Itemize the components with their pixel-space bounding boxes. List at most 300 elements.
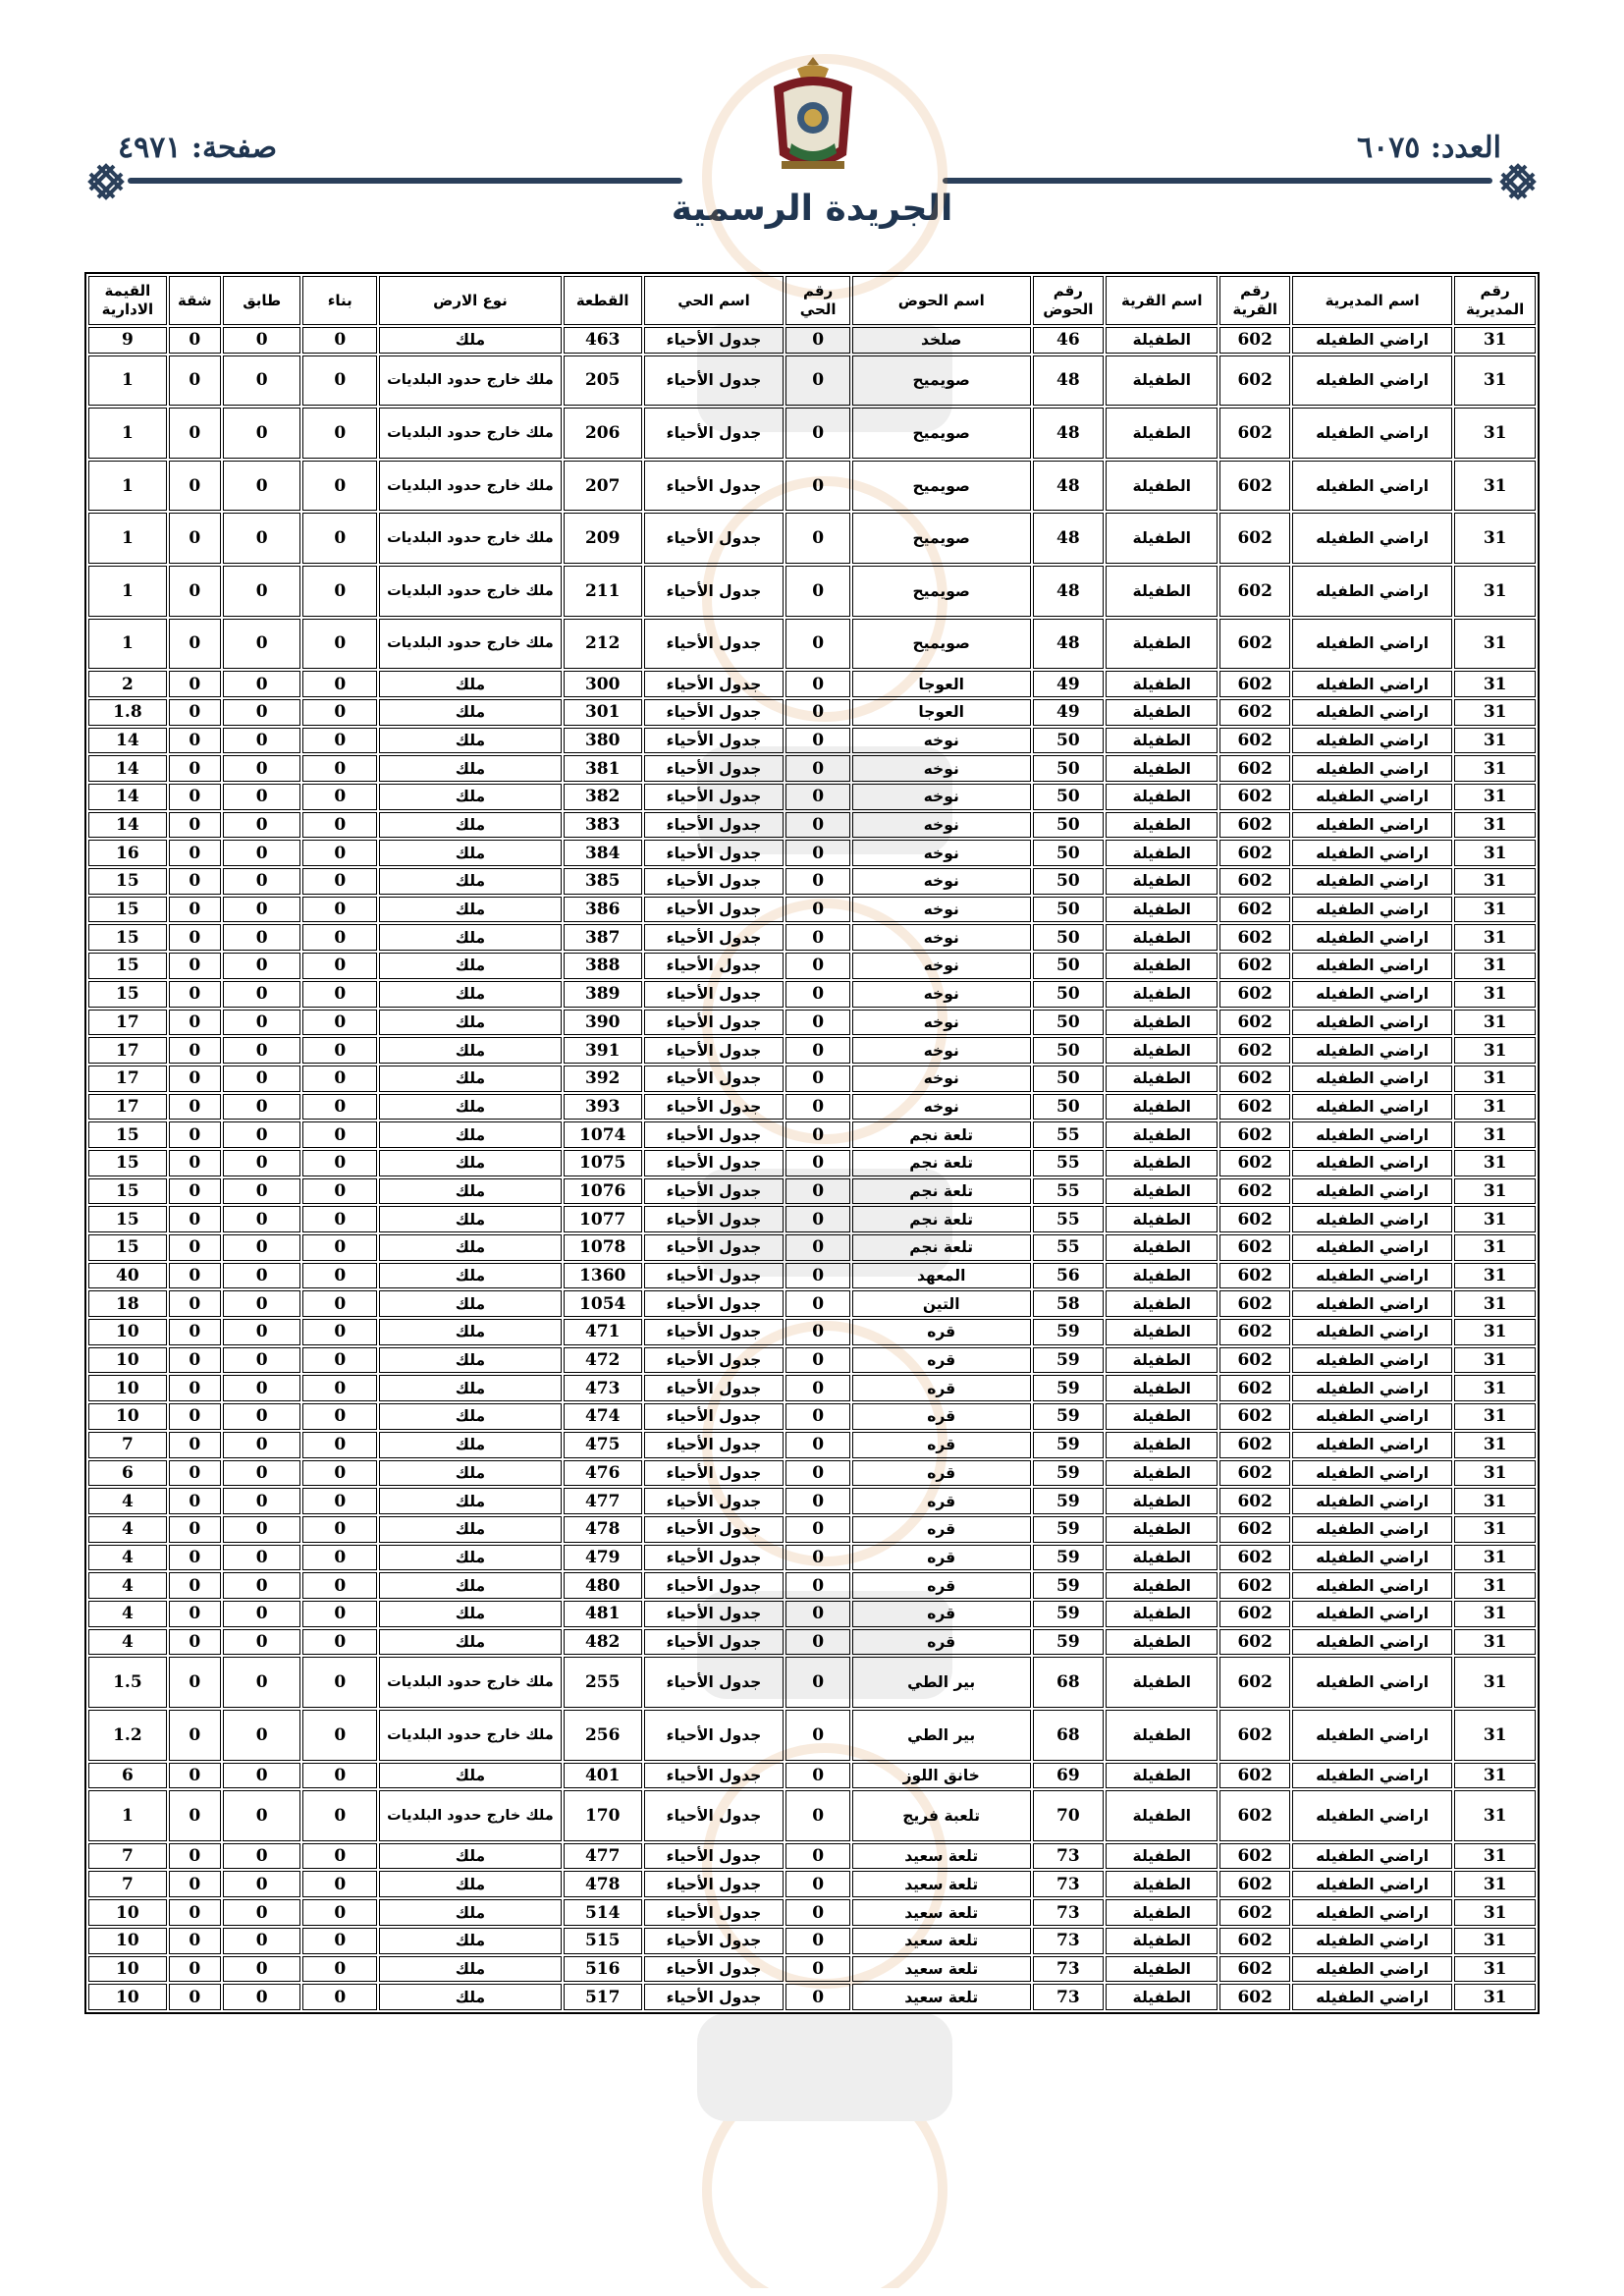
table-cell: اراضي الطفيله [1292, 1928, 1452, 1954]
table-cell: 31 [1454, 1657, 1536, 1708]
table-cell: 479 [564, 1545, 642, 1571]
table-row [88, 1899, 1536, 1926]
table-cell: 381 [564, 755, 642, 782]
table-cell: 0 [169, 461, 221, 512]
table-cell: 50 [1033, 868, 1105, 895]
table-row [88, 513, 1536, 564]
table-cell: الطفيلة [1106, 1010, 1218, 1036]
col-header: رقم الحوض [1033, 276, 1105, 325]
table-row [88, 408, 1536, 459]
table-cell: 10 [88, 1403, 167, 1430]
table-cell: 0 [169, 1629, 221, 1656]
table-cell: تلعة نجم [852, 1178, 1031, 1205]
table-cell: صويميح [852, 566, 1031, 617]
table-cell: 59 [1033, 1572, 1105, 1599]
table-cell: 602 [1219, 461, 1289, 512]
table-cell: 73 [1033, 1928, 1105, 1954]
table-row [88, 1066, 1536, 1092]
table-cell: 50 [1033, 924, 1105, 951]
table-cell: جدول الأحياء [644, 1763, 785, 1789]
table-cell: جدول الأحياء [644, 671, 785, 697]
table-cell: الطفيلة [1106, 728, 1218, 754]
table-cell: 0 [302, 897, 377, 923]
table-row [88, 1871, 1536, 1897]
table-cell: اراضي الطفيله [1292, 784, 1452, 810]
table-row [88, 699, 1536, 726]
table-cell: 602 [1219, 671, 1289, 697]
table-cell: جدول الأحياء [644, 1121, 785, 1148]
table-row [88, 1710, 1536, 1761]
table-cell: 0 [223, 1094, 301, 1121]
table-cell: 0 [785, 513, 849, 564]
table-cell: اراضي الطفيله [1292, 1403, 1452, 1430]
table-cell: 31 [1454, 953, 1536, 979]
table-cell: 0 [169, 1763, 221, 1789]
table-cell: 59 [1033, 1460, 1105, 1487]
table-cell: ملك [379, 327, 562, 354]
table-cell: اراضي الطفيله [1292, 1488, 1452, 1514]
table-cell: 0 [169, 1094, 221, 1121]
table-cell: الطفيلة [1106, 1790, 1218, 1841]
table-cell: اراضي الطفيله [1292, 1375, 1452, 1401]
table-cell: ملك [379, 755, 562, 782]
table-cell: ملك خارج حدود البلديات [379, 566, 562, 617]
table-cell: 0 [169, 1545, 221, 1571]
table-row [88, 1572, 1536, 1599]
table-cell: 0 [169, 924, 221, 951]
table-cell: 4 [88, 1545, 167, 1571]
table-cell: 1 [88, 513, 167, 564]
table-cell: الطفيلة [1106, 671, 1218, 697]
table-row [88, 1488, 1536, 1514]
table-cell: 0 [302, 1066, 377, 1092]
table-cell: جدول الأحياء [644, 1178, 785, 1205]
table-cell: 31 [1454, 1375, 1536, 1401]
table-cell: 0 [302, 755, 377, 782]
col-header: اسم الحوض [852, 276, 1031, 325]
table-cell: صويميح [852, 355, 1031, 407]
table-cell: 602 [1219, 1150, 1289, 1176]
table-cell: 0 [223, 513, 301, 564]
table-cell: اراضي الطفيله [1292, 868, 1452, 895]
table-cell: اراضي الطفيله [1292, 1516, 1452, 1543]
table-cell: 31 [1454, 355, 1536, 407]
table-cell: الطفيلة [1106, 1347, 1218, 1374]
table-cell: 59 [1033, 1347, 1105, 1374]
table-cell: 31 [1454, 1094, 1536, 1121]
table-cell: 10 [88, 1319, 167, 1345]
table-cell: الطفيلة [1106, 699, 1218, 726]
table-cell: 0 [785, 1956, 849, 1983]
table-cell: 50 [1033, 840, 1105, 866]
gazette-title: الجريدة الرسمية [671, 189, 953, 229]
table-cell: 401 [564, 1763, 642, 1789]
table-row [88, 1403, 1536, 1430]
table-cell: 602 [1219, 1763, 1289, 1789]
table-cell: 602 [1219, 327, 1289, 354]
table-cell: 0 [785, 1488, 849, 1514]
table-cell: 70 [1033, 1790, 1105, 1841]
table-cell: الطفيلة [1106, 1899, 1218, 1926]
table-cell: قره [852, 1545, 1031, 1571]
table-cell: اراضي الطفيله [1292, 1763, 1452, 1789]
table-cell: 31 [1454, 1263, 1536, 1289]
table-cell: 0 [785, 1871, 849, 1897]
table-cell: تلعة سعيد [852, 1956, 1031, 1983]
table-cell: 55 [1033, 1121, 1105, 1148]
table-cell: 0 [223, 1956, 301, 1983]
table-cell: 0 [169, 327, 221, 354]
table-cell: ملك [379, 699, 562, 726]
table-cell: 602 [1219, 1290, 1289, 1317]
table-cell: 0 [223, 981, 301, 1008]
table-cell: قره [852, 1432, 1031, 1458]
table-cell: اراضي الطفيله [1292, 1206, 1452, 1232]
table-cell: 170 [564, 1790, 642, 1841]
table-cell: الطفيلة [1106, 1178, 1218, 1205]
table-cell: 31 [1454, 1010, 1536, 1036]
table-cell: 0 [223, 924, 301, 951]
table-cell: 31 [1454, 1234, 1536, 1261]
table-cell: التين [852, 1290, 1031, 1317]
table-cell: 31 [1454, 408, 1536, 459]
table-cell: ملك [379, 1347, 562, 1374]
table-cell: 50 [1033, 1010, 1105, 1036]
table-cell: 59 [1033, 1629, 1105, 1656]
table-cell: 602 [1219, 1010, 1289, 1036]
table-cell: 31 [1454, 1460, 1536, 1487]
table-cell: الطفيلة [1106, 924, 1218, 951]
table-cell: اراضي الطفيله [1292, 728, 1452, 754]
table-cell: 205 [564, 355, 642, 407]
table-cell: جدول الأحياء [644, 1037, 785, 1064]
table-cell: 0 [223, 1572, 301, 1599]
table-cell: 4 [88, 1629, 167, 1656]
table-cell: 255 [564, 1657, 642, 1708]
table-cell: تلعة سعيد [852, 1928, 1031, 1954]
table-cell: 0 [169, 1150, 221, 1176]
table-cell: ملك [379, 1984, 562, 2010]
table-cell: 602 [1219, 1460, 1289, 1487]
table-cell: 0 [302, 1790, 377, 1841]
table-cell: 31 [1454, 868, 1536, 895]
table-cell: 7 [88, 1432, 167, 1458]
table-cell: جدول الأحياء [644, 1206, 785, 1232]
table-cell: 0 [302, 953, 377, 979]
table-cell: نوخه [852, 784, 1031, 810]
table-cell: 602 [1219, 1984, 1289, 2010]
table-cell: ملك [379, 1572, 562, 1599]
table-row [88, 1037, 1536, 1064]
table-cell: 31 [1454, 1843, 1536, 1870]
table-cell: 477 [564, 1488, 642, 1514]
table-cell: 59 [1033, 1403, 1105, 1430]
table-cell: 31 [1454, 1545, 1536, 1571]
table-cell: الطفيلة [1106, 1928, 1218, 1954]
table-cell: 31 [1454, 513, 1536, 564]
table-cell: 0 [785, 461, 849, 512]
table-cell: 602 [1219, 1572, 1289, 1599]
table-row [88, 1432, 1536, 1458]
table-cell: قره [852, 1347, 1031, 1374]
table-cell: المعهد [852, 1263, 1031, 1289]
table-cell: جدول الأحياء [644, 327, 785, 354]
table-cell: 0 [223, 1984, 301, 2010]
table-cell: 31 [1454, 1899, 1536, 1926]
table-cell: اراضي الطفيله [1292, 1010, 1452, 1036]
table-cell: 0 [785, 812, 849, 839]
table-cell: 0 [223, 1657, 301, 1708]
table-cell: جدول الأحياء [644, 1545, 785, 1571]
table-cell: ملك [379, 1956, 562, 1983]
table-cell: 602 [1219, 1066, 1289, 1092]
table-cell: 471 [564, 1319, 642, 1345]
table-cell: 602 [1219, 1516, 1289, 1543]
table-cell: 0 [169, 755, 221, 782]
table-cell: 0 [785, 1150, 849, 1176]
table-cell: 0 [302, 461, 377, 512]
table-cell: جدول الأحياء [644, 897, 785, 923]
table-cell: 393 [564, 1094, 642, 1121]
table-cell: اراضي الطفيله [1292, 1956, 1452, 1983]
table-cell: جدول الأحياء [644, 1710, 785, 1761]
table-cell: 0 [302, 1601, 377, 1627]
table-cell: 602 [1219, 1319, 1289, 1345]
table-cell: 1.2 [88, 1710, 167, 1761]
table-cell: ملك خارج حدود البلديات [379, 1657, 562, 1708]
table-cell: 7 [88, 1871, 167, 1897]
table-cell: الطفيلة [1106, 1843, 1218, 1870]
table-cell: 0 [169, 1178, 221, 1205]
table-cell: 15 [88, 1206, 167, 1232]
table-cell: 15 [88, 1150, 167, 1176]
table-cell: 0 [223, 1843, 301, 1870]
table-cell: 0 [785, 1710, 849, 1761]
table-cell: 388 [564, 953, 642, 979]
table-cell: 10 [88, 1928, 167, 1954]
table-cell: 55 [1033, 1178, 1105, 1205]
table-cell: 0 [785, 1899, 849, 1926]
table-cell: 0 [302, 1150, 377, 1176]
table-cell: 1076 [564, 1178, 642, 1205]
table-cell: 49 [1033, 671, 1105, 697]
table-cell: 59 [1033, 1601, 1105, 1627]
table-cell: 0 [785, 1094, 849, 1121]
table-cell: 0 [302, 840, 377, 866]
table-cell: 0 [169, 1432, 221, 1458]
table-cell: 0 [785, 981, 849, 1008]
table-cell: 0 [223, 1290, 301, 1317]
table-cell: الطفيلة [1106, 1629, 1218, 1656]
table-cell: 0 [302, 1234, 377, 1261]
table-cell: 0 [785, 897, 849, 923]
table-cell: جدول الأحياء [644, 355, 785, 407]
table-cell: 0 [223, 1710, 301, 1761]
table-cell: جدول الأحياء [644, 408, 785, 459]
table-cell: الطفيلة [1106, 1545, 1218, 1571]
table-cell: 0 [302, 1572, 377, 1599]
table-cell: 50 [1033, 953, 1105, 979]
col-header: رقم المديرية [1454, 276, 1536, 325]
table-cell: 0 [223, 566, 301, 617]
table-cell: 0 [785, 1206, 849, 1232]
col-header: اسم المديرية [1292, 276, 1452, 325]
table-cell: 475 [564, 1432, 642, 1458]
table-cell: 602 [1219, 1234, 1289, 1261]
table-cell: 0 [169, 1234, 221, 1261]
table-cell: 17 [88, 1037, 167, 1064]
table-cell: الطفيلة [1106, 1956, 1218, 1983]
table-cell: الطفيلة [1106, 1516, 1218, 1543]
table-cell: 0 [169, 1263, 221, 1289]
table-cell: 0 [169, 1206, 221, 1232]
table-cell: 602 [1219, 1375, 1289, 1401]
table-cell: 384 [564, 840, 642, 866]
table-cell: 0 [169, 981, 221, 1008]
table-cell: الطفيلة [1106, 1871, 1218, 1897]
coat-of-arms-icon [762, 53, 864, 175]
table-cell: 383 [564, 812, 642, 839]
table-cell: 602 [1219, 1657, 1289, 1708]
table-cell: اراضي الطفيله [1292, 1094, 1452, 1121]
header-rule-left [128, 178, 682, 184]
table-cell: جدول الأحياء [644, 924, 785, 951]
table-cell: ملك [379, 728, 562, 754]
table-cell: اراضي الطفيله [1292, 1601, 1452, 1627]
table-cell: 1 [88, 355, 167, 407]
table-cell: 0 [302, 1710, 377, 1761]
table-cell: الطفيلة [1106, 1150, 1218, 1176]
table-cell: جدول الأحياء [644, 619, 785, 670]
table-cell: 48 [1033, 513, 1105, 564]
table-header-row [88, 276, 1536, 325]
table-cell: ملك [379, 1066, 562, 1092]
table-cell: 602 [1219, 924, 1289, 951]
table-cell: ملك [379, 1763, 562, 1789]
table-cell: اراضي الطفيله [1292, 1657, 1452, 1708]
table-row [88, 1790, 1536, 1841]
table-cell: الطفيلة [1106, 1460, 1218, 1487]
table-cell: 602 [1219, 728, 1289, 754]
table-cell: 0 [785, 1572, 849, 1599]
table-cell: 514 [564, 1899, 642, 1926]
table-cell: ملك [379, 1206, 562, 1232]
table-cell: اراضي الطفيله [1292, 1710, 1452, 1761]
table-cell: 31 [1454, 619, 1536, 670]
table-cell: 17 [88, 1010, 167, 1036]
table-cell: 31 [1454, 1178, 1536, 1205]
table-row [88, 1956, 1536, 1983]
table-cell: 0 [302, 408, 377, 459]
table-cell: 68 [1033, 1710, 1105, 1761]
table-cell: 209 [564, 513, 642, 564]
table-cell: 0 [169, 513, 221, 564]
table-row [88, 566, 1536, 617]
table-cell: 0 [785, 566, 849, 617]
table-cell: 0 [302, 812, 377, 839]
table-cell: 15 [88, 868, 167, 895]
table-cell: 602 [1219, 1263, 1289, 1289]
table-cell: الطفيلة [1106, 1763, 1218, 1789]
table-cell: 0 [785, 1121, 849, 1148]
table-cell: 0 [223, 1432, 301, 1458]
table-row [88, 1601, 1536, 1627]
table-cell: 0 [302, 1843, 377, 1870]
table-cell: 0 [302, 1206, 377, 1232]
table-cell: 602 [1219, 784, 1289, 810]
table-cell: جدول الأحياء [644, 513, 785, 564]
table-cell: قره [852, 1375, 1031, 1401]
table-row [88, 868, 1536, 895]
table-cell: 206 [564, 408, 642, 459]
table-cell: 0 [169, 868, 221, 895]
table-row [88, 840, 1536, 866]
table-cell: نوخه [852, 1010, 1031, 1036]
table-cell: 73 [1033, 1956, 1105, 1983]
table-cell: 1 [88, 408, 167, 459]
table-cell: ملك [379, 1150, 562, 1176]
table-cell: جدول الأحياء [644, 1601, 785, 1627]
table-cell: 602 [1219, 1710, 1289, 1761]
table-cell: 602 [1219, 1121, 1289, 1148]
table-cell: اراضي الطفيله [1292, 1545, 1452, 1571]
col-header: رقم القرية [1219, 276, 1289, 325]
table-cell: 602 [1219, 1403, 1289, 1430]
table-cell: 0 [302, 1121, 377, 1148]
table-cell: 50 [1033, 755, 1105, 782]
table-cell: 0 [785, 840, 849, 866]
table-cell: 602 [1219, 566, 1289, 617]
table-cell: 0 [785, 1010, 849, 1036]
table-cell: 0 [169, 1290, 221, 1317]
table-cell: نوخه [852, 953, 1031, 979]
table-cell: ملك [379, 1601, 562, 1627]
table-cell: ملك خارج حدود البلديات [379, 1790, 562, 1841]
table-cell: ملك خارج حدود البلديات [379, 461, 562, 512]
table-cell: 0 [223, 1871, 301, 1897]
table-cell: صويميح [852, 513, 1031, 564]
table-cell: اراضي الطفيله [1292, 566, 1452, 617]
table-row [88, 1178, 1536, 1205]
table-cell: 481 [564, 1601, 642, 1627]
table-cell: ملك [379, 1290, 562, 1317]
table-cell: اراضي الطفيله [1292, 1460, 1452, 1487]
table-cell: 602 [1219, 1178, 1289, 1205]
table-cell: 0 [785, 671, 849, 697]
table-cell: 463 [564, 327, 642, 354]
table-cell: 0 [785, 327, 849, 354]
header-rule-right [943, 178, 1492, 184]
table-cell: ملك [379, 784, 562, 810]
table-cell: الطفيلة [1106, 1037, 1218, 1064]
table-cell: 0 [169, 1657, 221, 1708]
table-cell: 0 [302, 619, 377, 670]
table-cell: الطفيلة [1106, 408, 1218, 459]
table-cell: 1 [88, 619, 167, 670]
table-cell: 0 [169, 1516, 221, 1543]
table-cell: قره [852, 1460, 1031, 1487]
table-cell: 0 [302, 981, 377, 1008]
table-cell: 0 [223, 1928, 301, 1954]
table-cell: 473 [564, 1375, 642, 1401]
table-cell: الطفيلة [1106, 513, 1218, 564]
table-cell: جدول الأحياء [644, 1871, 785, 1897]
table-row [88, 1516, 1536, 1543]
table-cell: 0 [302, 1460, 377, 1487]
table-row [88, 812, 1536, 839]
table-cell: 0 [302, 1037, 377, 1064]
table-cell: 0 [169, 1488, 221, 1514]
